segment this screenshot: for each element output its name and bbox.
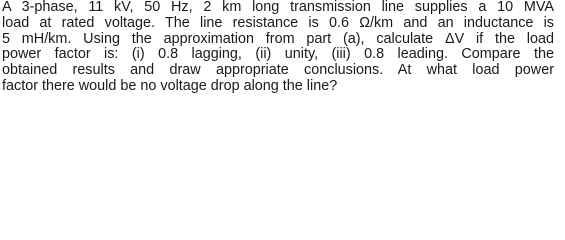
problem-line-2: load at rated voltage. The line resistance is 0.6 Ω/km and an inductance is bbox=[2, 14, 554, 31]
problem-line-4: power factor is: (i) 0.8 lagging, (ii) unity, (iii) 0.8 leading. Compare the bbox=[2, 46, 554, 63]
problem-text bbox=[2, 0, 554, 95]
problem-line-5: obtained results and draw appropriate conclusions. At what load power bbox=[2, 62, 554, 79]
problem-line-1: A 3-phase, 11 kV, 50 Hz, 2 km long transmission line supplies a 10 MVA bbox=[2, 0, 554, 15]
problem-line-3: 5 mH/km. Using the approximation from part (a), calculate ΔV if the load bbox=[2, 30, 554, 47]
problem-line-6: factor there would be no voltage drop along the line? bbox=[2, 77, 338, 94]
